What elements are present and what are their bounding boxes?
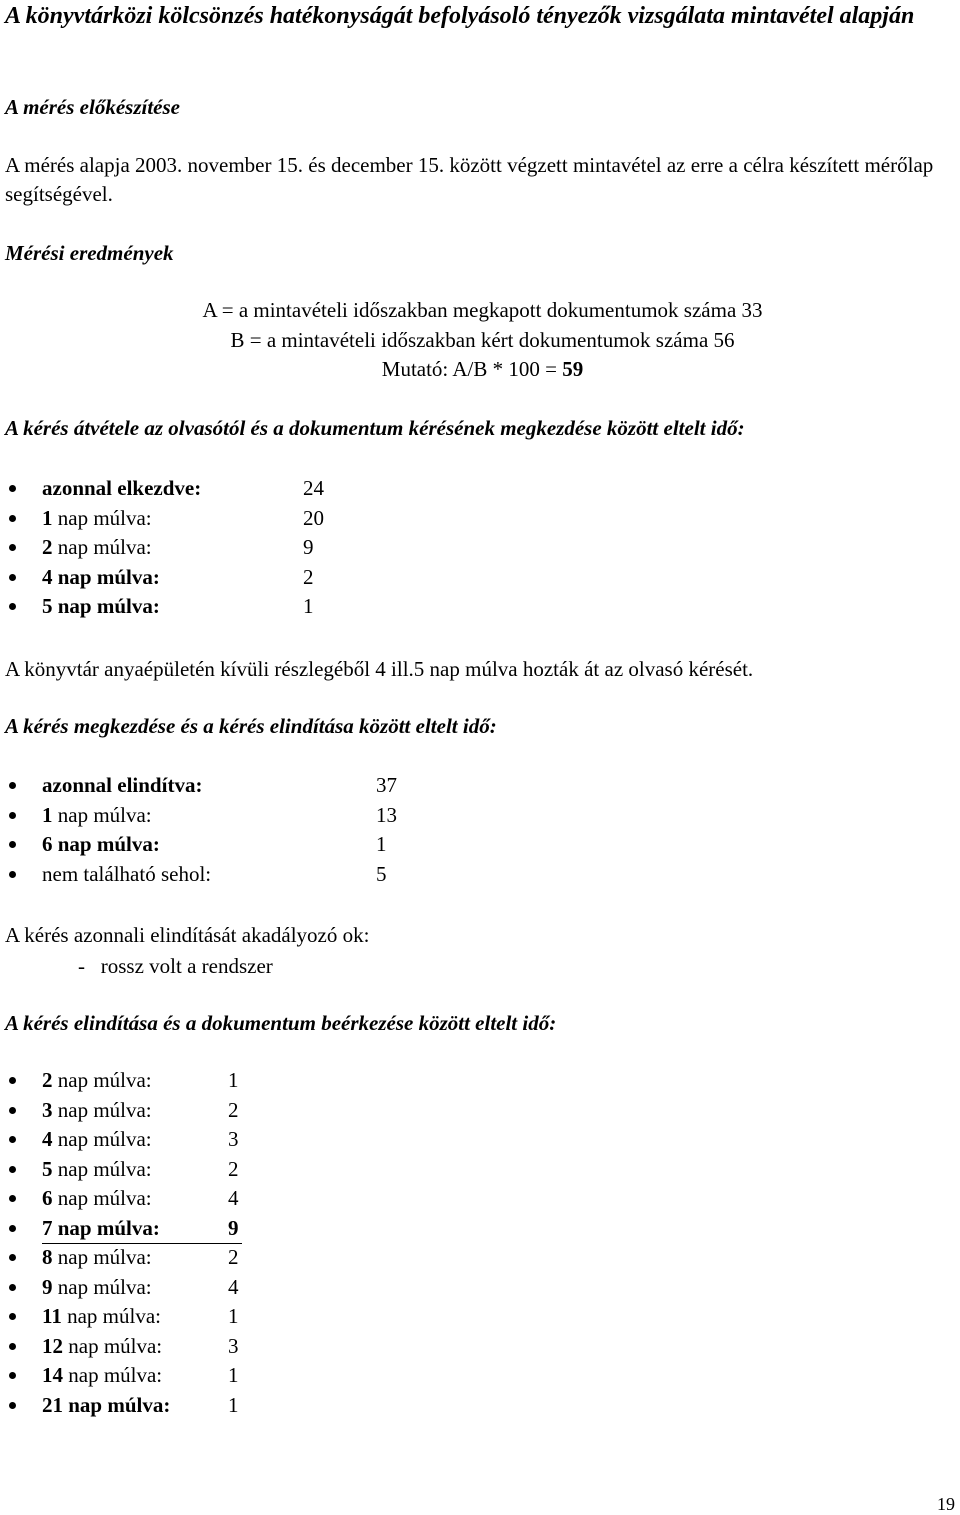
item-label — [42, 1184, 152, 1214]
item-value: 1 — [376, 832, 387, 856]
section3-heading: A kérés elindítása és a dokumentum beérkezése között eltelt idő: — [5, 1011, 557, 1035]
item-value: 20 — [303, 505, 324, 530]
item-value: 2 — [228, 1156, 239, 1181]
bullet-icon — [9, 544, 16, 551]
section2-heading: A kérés megkezdése és a kérés elindítása között eltelt idő: — [5, 714, 497, 738]
item-label-text: nap múlva: — [52, 802, 152, 827]
item-label-bold: 1 — [42, 505, 53, 530]
prep-text: A mérés alapja 2003. november 15. és december 15. között végzett mintavétel az erre a célra készített mérőlap segítségével. — [5, 153, 934, 206]
item-label — [42, 1155, 152, 1185]
section1-note: A könyvtár anyaépületén kívüli részlegéből 4 ill.5 nap múlva hozták át az olvasó kérését. — [5, 657, 754, 681]
item-value: 1 — [303, 594, 314, 618]
item-label — [42, 1273, 152, 1303]
bullet-icon — [9, 812, 16, 819]
item-value: 9 — [303, 535, 314, 559]
bullet-icon — [9, 1107, 16, 1114]
item-label — [42, 533, 152, 563]
item-label-bold: 8 — [42, 1245, 53, 1269]
item-value: 1 — [228, 1068, 239, 1092]
item-value: 24 — [303, 476, 324, 500]
page-number: 19 — [937, 1494, 955, 1514]
item-label — [42, 1125, 152, 1155]
bullet-icon — [9, 515, 16, 522]
item-label-text: nap múlva: — [52, 1068, 152, 1092]
item-label-bold: 1 — [42, 802, 53, 827]
item-label — [42, 1214, 242, 1245]
item-label-text: nap múlva: — [52, 1245, 152, 1269]
item-label-bold: 7 nap múlva: — [42, 1215, 160, 1240]
item-value: 4 — [228, 1274, 239, 1299]
bullet-icon — [9, 485, 16, 492]
item-value: 9 — [228, 1215, 239, 1240]
item-label-bold: 4 nap múlva: — [42, 564, 160, 589]
item-label-text: nap múlva: — [63, 1333, 163, 1358]
section1-heading: A kérés átvétele az olvasótól és a dokumentum kérésének megkezdése között eltelt idő: — [5, 416, 745, 440]
formula-line-b: B = a mintavételi időszakban kért dokumentumok száma 56 — [230, 328, 735, 352]
item-label-text: nap múlva: — [52, 1097, 152, 1122]
item-label-text: nap múlva: — [52, 1156, 152, 1181]
item-label-bold: 14 — [42, 1363, 63, 1387]
item-value: 2 — [228, 1097, 239, 1122]
item-label-bold: 9 — [42, 1274, 53, 1299]
bullet-icon — [9, 841, 16, 848]
bullet-icon — [9, 1284, 16, 1291]
bullet-icon — [9, 1313, 16, 1320]
item-value: 2 — [228, 1245, 239, 1269]
item-label — [42, 1066, 152, 1096]
item-label-bold: 3 — [42, 1097, 53, 1122]
item-label-text: nem található sehol: — [42, 861, 212, 886]
bullet-icon — [9, 1077, 16, 1084]
formula-line-a: A = a mintavételi időszakban megkapott dokumentumok száma 33 — [202, 298, 763, 322]
item-label-bold: azonnal elkezdve: — [42, 476, 202, 500]
item-label-bold: 21 nap múlva: — [42, 1392, 171, 1417]
bullet-icon — [9, 1254, 16, 1261]
results-heading: Mérési eredmények — [5, 241, 174, 265]
item-label — [42, 860, 211, 890]
formula-result: 59 — [562, 357, 584, 381]
item-label-bold: 5 — [42, 1156, 53, 1181]
item-label-bold: 6 — [42, 1186, 53, 1210]
formula-label: Mutató: A/B * 100 = — [381, 357, 563, 381]
bullet-icon — [9, 782, 16, 789]
item-label — [42, 801, 152, 831]
item-value: 1 — [228, 1363, 239, 1387]
bullet-icon — [9, 603, 16, 610]
item-label — [42, 1332, 162, 1362]
item-label — [42, 1302, 161, 1332]
item-value: 5 — [376, 861, 387, 886]
item-label-bold: 4 — [42, 1127, 53, 1151]
item-label — [42, 592, 160, 622]
item-label-bold: 5 nap múlva: — [42, 594, 160, 618]
bullet-icon — [9, 871, 16, 878]
item-label — [42, 1361, 162, 1391]
item-value: 3 — [228, 1333, 239, 1358]
bullet-icon — [9, 1195, 16, 1202]
item-label-bold: 11 — [42, 1304, 62, 1328]
item-label-bold: 2 — [42, 535, 53, 559]
bullet-icon — [9, 1166, 16, 1173]
item-label-bold: 6 nap múlva: — [42, 832, 160, 856]
item-label — [42, 771, 202, 801]
bullet-icon — [9, 574, 16, 581]
item-value: 13 — [376, 802, 397, 827]
item-label-text: nap múlva: — [52, 535, 152, 559]
item-label — [42, 504, 152, 534]
item-label-bold: azonnal elindítva: — [42, 773, 203, 797]
bullet-icon — [9, 1343, 16, 1350]
document-title: A könyvtárközi kölcsönzés hatékonyságát befolyásoló tényezők vizsgálata mintavétel alapján — [5, 3, 915, 29]
item-label-bold: 12 — [42, 1333, 63, 1358]
bullet-icon — [9, 1136, 16, 1143]
item-label-text: nap múlva: — [52, 1186, 152, 1210]
bullet-icon — [9, 1225, 16, 1232]
reason-item: - rossz volt a rendszer — [78, 954, 273, 978]
item-value: 2 — [303, 564, 314, 589]
item-label — [42, 1243, 152, 1273]
item-value: 4 — [228, 1186, 239, 1210]
formula-line-c — [0, 355, 960, 384]
item-value: 37 — [376, 773, 397, 797]
item-value: 3 — [228, 1127, 239, 1151]
item-label — [42, 1391, 170, 1421]
item-value: 1 — [228, 1304, 239, 1328]
item-label-text: nap múlva: — [52, 1127, 152, 1151]
bullet-icon — [9, 1372, 16, 1379]
item-value: 1 — [228, 1392, 239, 1417]
bullet-icon — [9, 1402, 16, 1409]
item-label — [42, 830, 160, 860]
item-label — [42, 474, 201, 504]
item-label-text: nap múlva: — [63, 1363, 163, 1387]
item-label — [42, 563, 160, 593]
item-label-text: nap múlva: — [61, 1304, 161, 1328]
item-label-bold: 2 — [42, 1068, 53, 1092]
item-label-text: nap múlva: — [52, 505, 152, 530]
item-label — [42, 1096, 152, 1126]
reason-label: A kérés azonnali elindítását akadályozó ok: — [5, 923, 370, 947]
prep-heading: A mérés előkészítése — [5, 95, 180, 119]
item-label-text: nap múlva: — [52, 1274, 152, 1299]
